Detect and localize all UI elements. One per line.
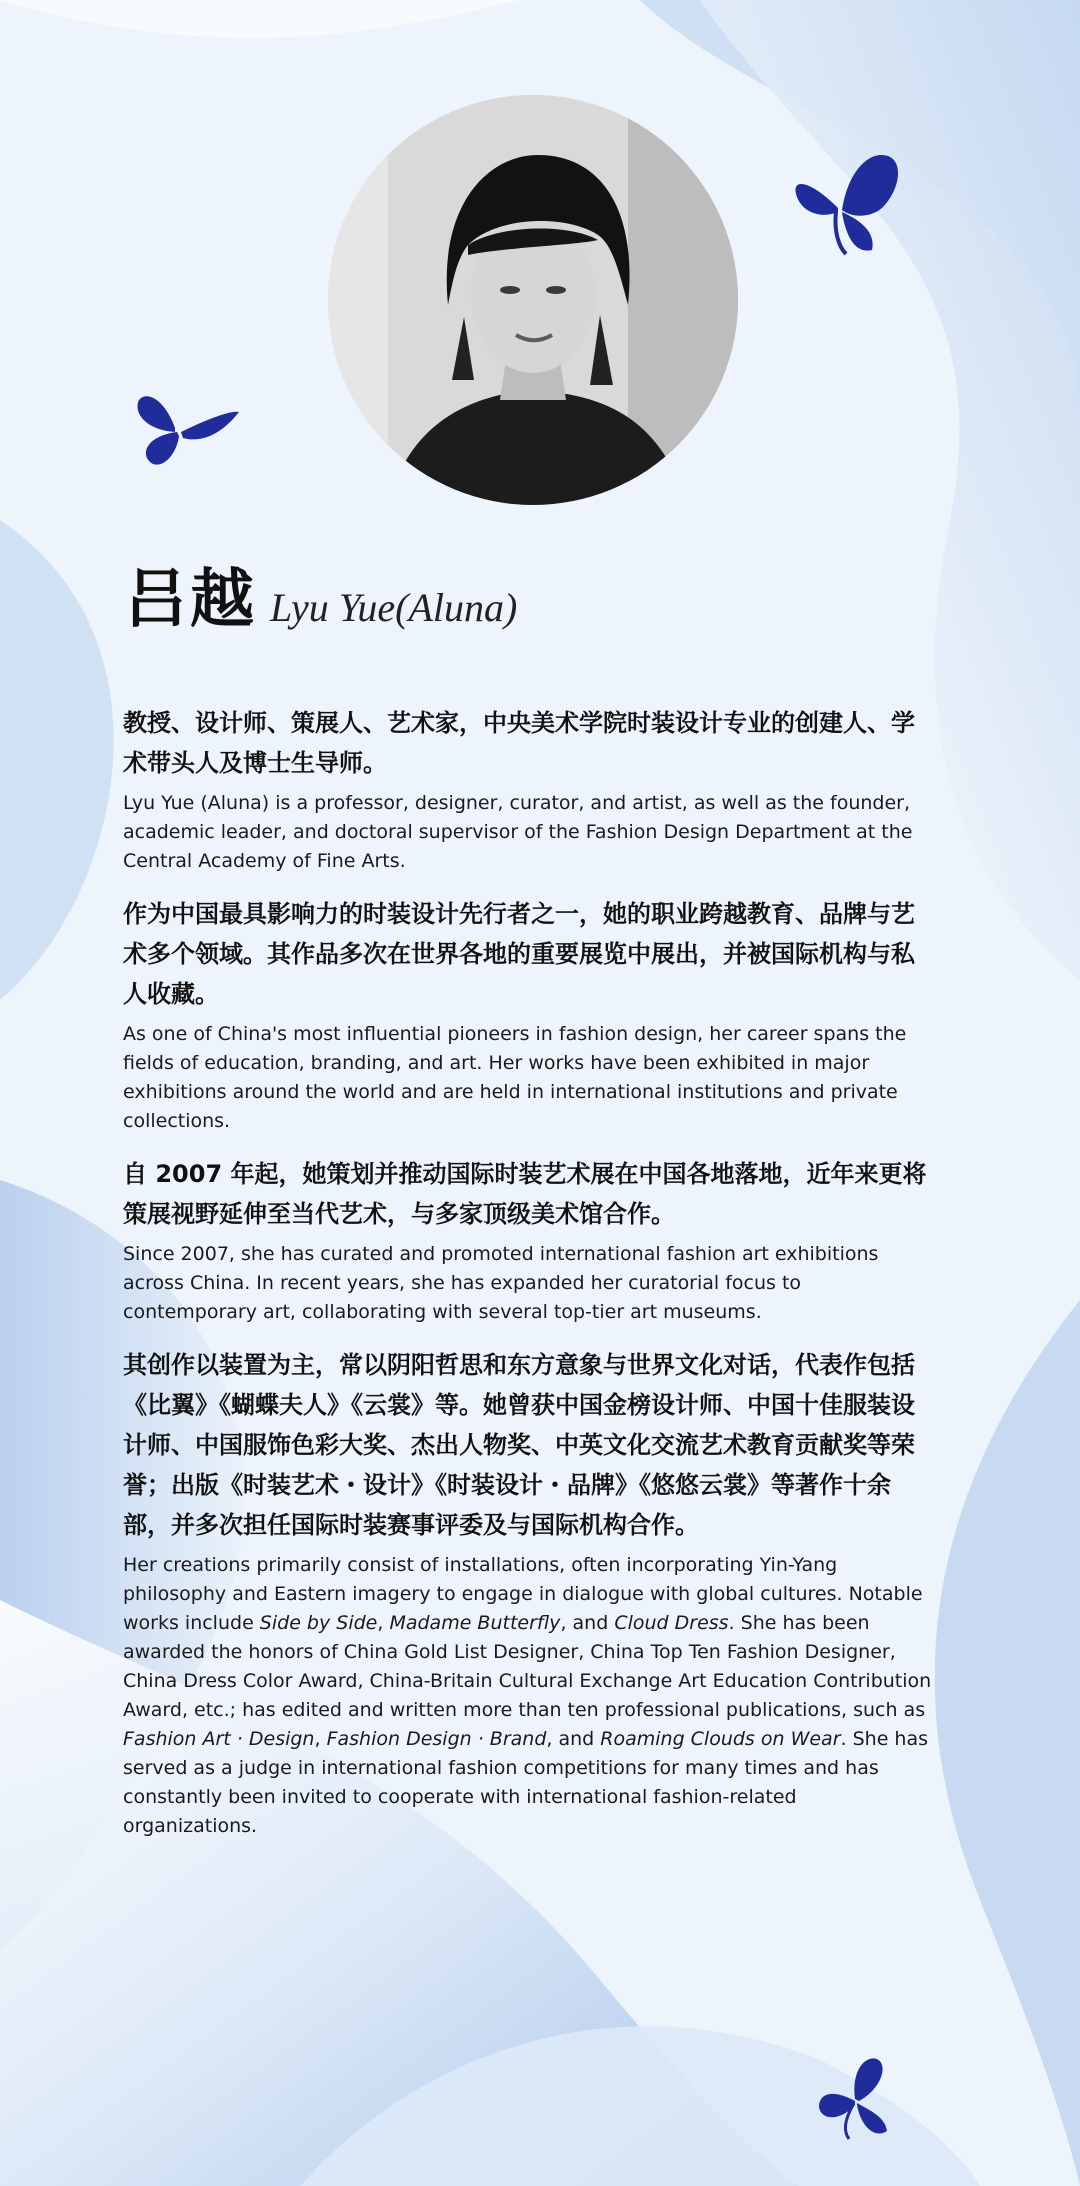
bio-paragraph-en: Lyu Yue (Aluna) is a professor, designer, curator, and artist, as well as the founder, academic leader, and doctoral supervisor of the Fashion Design Department at the Central Academy of Fine Arts. xyxy=(123,792,913,872)
bio-text: , and xyxy=(546,1728,601,1750)
bio-paragraph-en: Since 2007, she has curated and promoted international fashion art exhibitions across China. In recent years, she has expanded her curatorial focus to contemporary art, collaborating with several top-tier art museums. xyxy=(123,1243,879,1323)
name-english: Lyu Yue(Aluna) xyxy=(270,585,518,630)
butterfly-icon xyxy=(790,150,910,260)
butterfly-icon xyxy=(815,2055,900,2140)
work-title: Side by Side xyxy=(259,1612,378,1634)
name-heading xyxy=(124,548,517,648)
publication-title: Fashion Art · Design xyxy=(123,1728,315,1750)
bio-paragraph-en: As one of China's most influential pioneers in fashion design, her career spans the fields of education, branding, and art. Her works have been exhibited in major exhibitions around the world and are held in international institutions and private collections. xyxy=(123,1023,907,1132)
bio-paragraph-en xyxy=(123,1551,935,1841)
bio-paragraph xyxy=(123,1154,935,1327)
bio-paragraph-cn: 其创作以装置为主，常以阴阳哲思和东方意象与世界文化对话，代表作包括《比翼》《蝴蝶夫人》《云裳》等。她曾获中国金榜设计师、中国十佳服装设计师、中国服饰色彩大奖、杰出人物奖、中英文化交流艺术教育贡献奖等荣誉；出版《时装艺术・设计》《时装设计・品牌》《悠悠云裳》等著作十余部，并多次担任国际时装赛事评委及与国际机构合作。 xyxy=(123,1351,915,1539)
butterfly-icon xyxy=(135,390,245,470)
work-title: Madame Butterfly xyxy=(389,1612,561,1634)
bio-text: , and xyxy=(560,1612,615,1634)
bio-paragraph-cn: 自 2007 年起，她策划并推动国际时装艺术展在中国各地落地，近年来更将策展视野延伸至当代艺术，与多家顶级美术馆合作。 xyxy=(123,1160,927,1228)
bio-paragraph xyxy=(123,894,935,1136)
bio-paragraph-cn: 教授、设计师、策展人、艺术家，中央美术学院时装设计专业的创建人、学术带头人及博士生导师。 xyxy=(123,709,915,777)
work-title: Cloud Dress xyxy=(614,1612,729,1634)
bio-paragraph xyxy=(123,703,935,876)
bio-paragraph-cn: 作为中国最具影响力的时装设计先行者之一，她的职业跨越教育、品牌与艺术多个领域。其作品多次在世界各地的重要展览中展出，并被国际机构与私人收藏。 xyxy=(123,900,915,1008)
name-chinese: 吕越 xyxy=(124,562,256,637)
bio-text: , xyxy=(377,1612,390,1634)
bio-paragraph xyxy=(123,1345,935,1841)
biography xyxy=(123,703,935,1859)
bio-text: , xyxy=(314,1728,327,1750)
bio-text: . She has been awarded the honors of China Gold List Designer, China Top Ten Fashion Designer, China Dress Color Award, China-Britain Cultural Exchange Art Education Contribution Award, etc.; has edited and written more than ten professional publications, such as xyxy=(123,1612,932,1721)
bio-text: Her creations primarily consist of installations, often incorporating Yin-Yang philosophy and Eastern imagery to engage in dialogue with global cultures. Notable works include xyxy=(123,1554,923,1634)
publication-title: Roaming Clouds on Wear xyxy=(600,1728,841,1750)
portrait-photo xyxy=(328,95,738,505)
bio-text: . She has served as a judge in international fashion competitions for many times and has constantly been invited to cooperate with international fashion-related organizations. xyxy=(123,1728,929,1837)
publication-title: Fashion Design · Brand xyxy=(326,1728,547,1750)
